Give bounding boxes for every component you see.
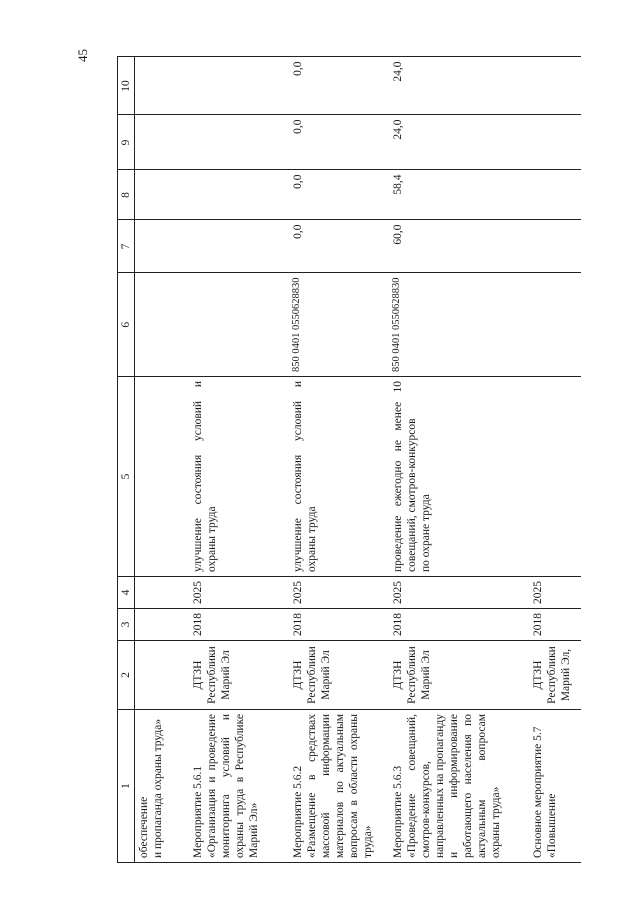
executor-cell bbox=[135, 641, 189, 710]
measure-name-cell: Мероприятие 5.6.3 «Проведение совещаний, смотров-конкурсов, направленных на пропаганду и информирование работающего населения по актуальным вопросам охраны труда» bbox=[389, 710, 529, 863]
header-cell: 1 bbox=[118, 710, 135, 863]
table-row bbox=[189, 57, 289, 863]
budget-code-cell: 850 0401 0550628830 bbox=[389, 273, 529, 377]
header-cell: 5 bbox=[118, 377, 135, 577]
result-cell: проведение ежегодно не менее 10 совещаний, смотров-конкурсов по охране труда bbox=[389, 377, 529, 577]
budget-code-cell bbox=[135, 273, 189, 377]
end-year-cell: 2025 bbox=[529, 577, 581, 609]
measure-name-cell: Мероприятие 5.6.2 «Размещение в средствах массовой информации материалов по актуальным вопросам в области охраны труда» bbox=[289, 710, 389, 863]
header-cell: 3 bbox=[118, 609, 135, 641]
value-cell bbox=[529, 115, 581, 170]
budget-code-cell: 850 0401 0550628830 bbox=[289, 273, 389, 377]
table-row bbox=[289, 57, 389, 863]
measures-table bbox=[117, 57, 581, 864]
value-cell: 0,0 bbox=[289, 57, 389, 115]
end-year-cell bbox=[135, 577, 189, 609]
value-cell: 24,0 bbox=[389, 115, 529, 170]
header-row bbox=[118, 57, 135, 863]
page-number: 45 bbox=[75, 49, 90, 62]
executor-cell: ДТЗН Республики Марий Эл bbox=[189, 641, 289, 710]
end-year-cell: 2025 bbox=[189, 577, 289, 609]
header-cell: 7 bbox=[118, 220, 135, 273]
measure-name-cell: Основное мероприятие 5.7 «Повышение bbox=[529, 710, 581, 863]
start-year-cell bbox=[135, 609, 189, 641]
value-cell bbox=[189, 220, 289, 273]
header-cell: 9 bbox=[118, 115, 135, 170]
header-cell: 6 bbox=[118, 273, 135, 377]
value-cell bbox=[189, 170, 289, 220]
start-year-cell: 2018 bbox=[189, 609, 289, 641]
value-cell: 24,0 bbox=[389, 57, 529, 115]
end-year-cell: 2025 bbox=[289, 577, 389, 609]
result-cell: улучшение состояния условий и охраны труда bbox=[189, 377, 289, 577]
value-cell bbox=[189, 115, 289, 170]
header-cell: 4 bbox=[118, 577, 135, 609]
header-cell: 10 bbox=[118, 57, 135, 115]
value-cell bbox=[135, 220, 189, 273]
budget-code-cell bbox=[529, 273, 581, 377]
value-cell bbox=[529, 170, 581, 220]
start-year-cell: 2018 bbox=[389, 609, 529, 641]
value-cell: 0,0 bbox=[289, 115, 389, 170]
value-cell: 60,0 bbox=[389, 220, 529, 273]
value-cell bbox=[529, 57, 581, 115]
end-year-cell: 2025 bbox=[389, 577, 529, 609]
table-row bbox=[389, 57, 529, 863]
value-cell: 58,4 bbox=[389, 170, 529, 220]
executor-cell: ДТЗН Республики Марий Эл, bbox=[529, 641, 581, 710]
result-cell bbox=[529, 377, 581, 577]
header-cell: 8 bbox=[118, 170, 135, 220]
executor-cell: ДТЗН Республики Марий Эл bbox=[389, 641, 529, 710]
start-year-cell: 2018 bbox=[289, 609, 389, 641]
value-cell bbox=[189, 57, 289, 115]
table-row bbox=[529, 57, 581, 863]
measure-name-cell: Мероприятие 5.6.1 «Организация и проведение мониторинга условий и охраны труда в Республике Марий Эл» bbox=[189, 710, 289, 863]
measure-name-cell: обеспечение и пропаганда охраны труда» bbox=[135, 710, 189, 863]
start-year-cell: 2018 bbox=[529, 609, 581, 641]
value-cell: 0,0 bbox=[289, 220, 389, 273]
value-cell bbox=[135, 57, 189, 115]
budget-code-cell bbox=[189, 273, 289, 377]
result-cell: улучшение состояния условий и охраны труда bbox=[289, 377, 389, 577]
table-row bbox=[135, 57, 189, 863]
value-cell: 0,0 bbox=[289, 170, 389, 220]
value-cell bbox=[135, 170, 189, 220]
value-cell bbox=[529, 220, 581, 273]
value-cell bbox=[135, 115, 189, 170]
header-cell: 2 bbox=[118, 641, 135, 710]
executor-cell: ДТЗН Республики Марий Эл bbox=[289, 641, 389, 710]
result-cell bbox=[135, 377, 189, 577]
